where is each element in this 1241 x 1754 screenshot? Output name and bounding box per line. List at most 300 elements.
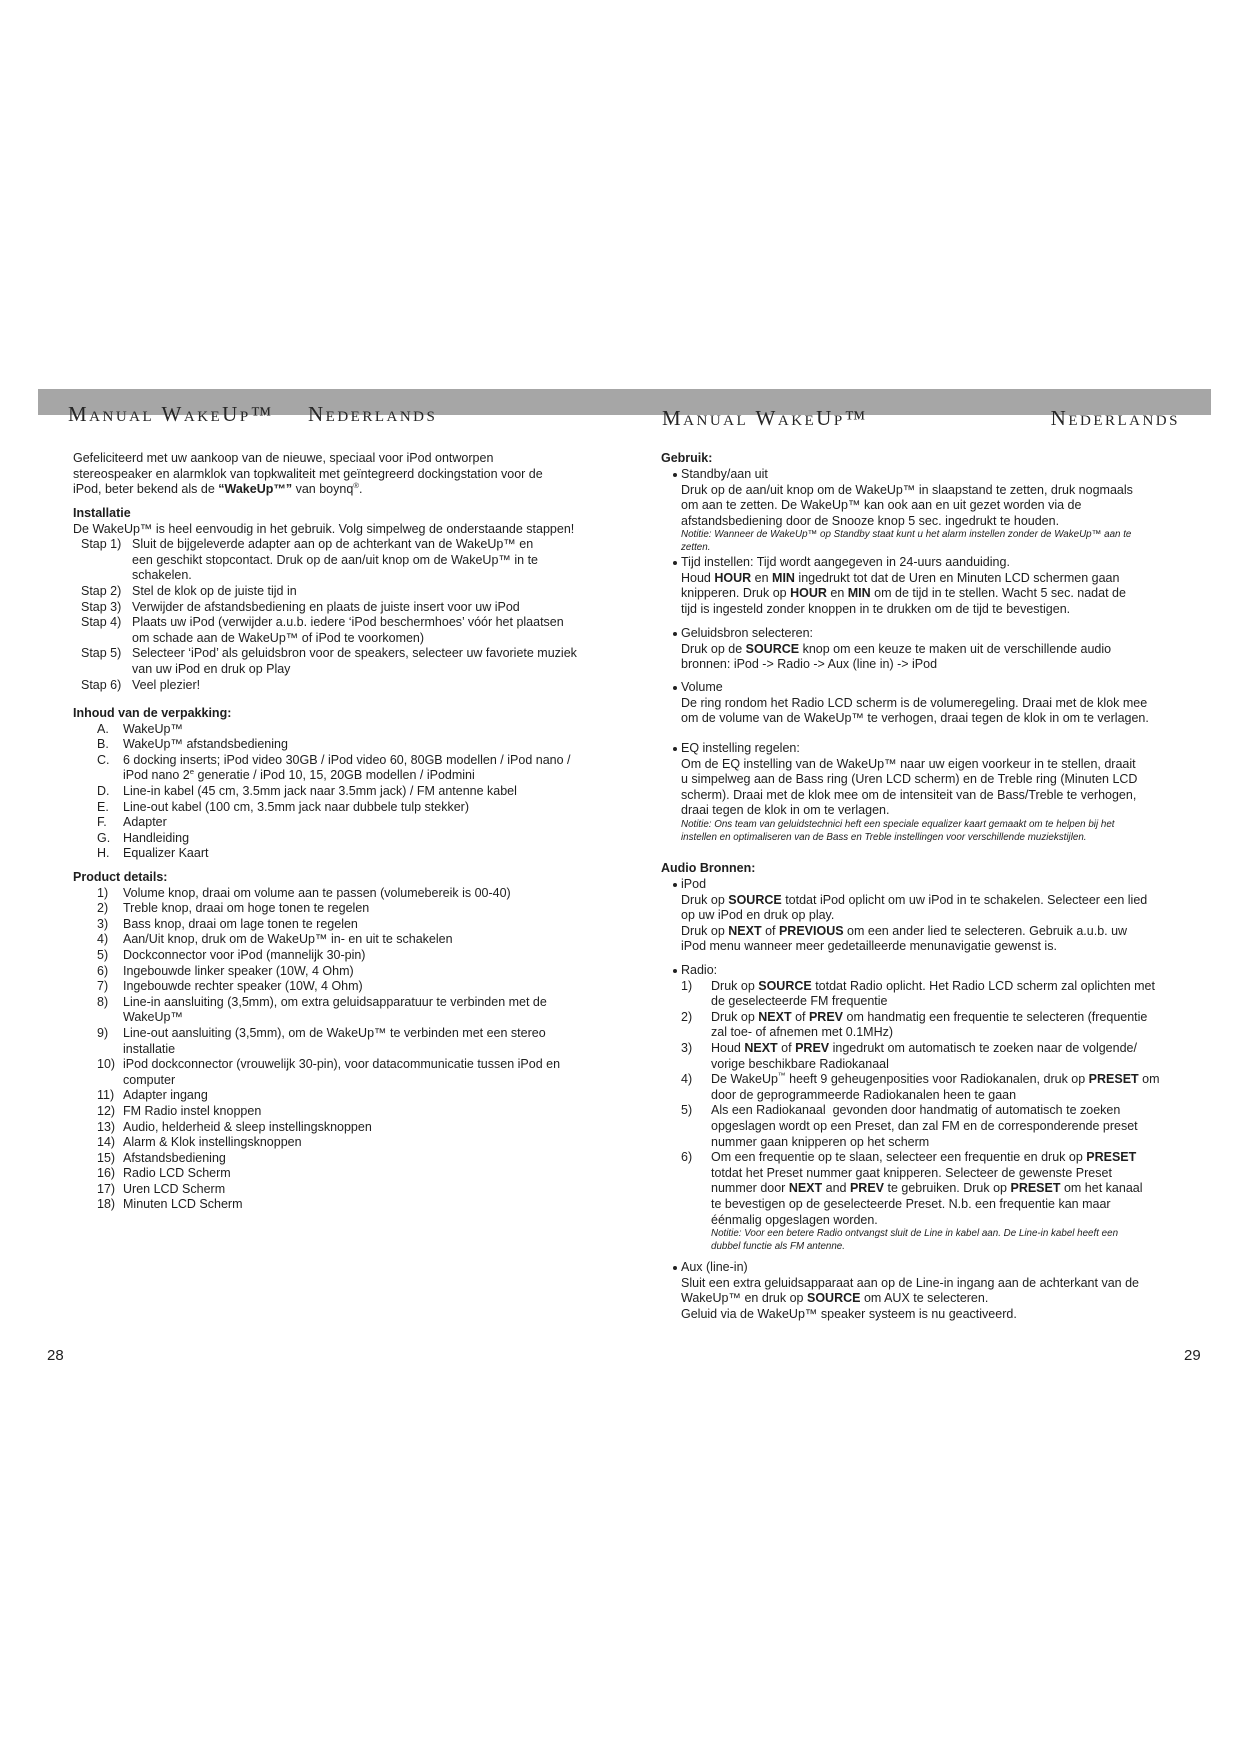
bullet-icon: [673, 969, 677, 973]
product-detail-label: 1): [97, 885, 109, 900]
package-item: [73, 753, 571, 784]
install-step: [73, 615, 577, 646]
bullet-tijd-instellen: [681, 555, 1201, 617]
radio-step-text: [681, 1150, 1201, 1228]
install-step-text: [73, 678, 577, 694]
text-run: om: [1138, 1072, 1160, 1087]
product-detail-text: [73, 1104, 560, 1120]
install-step: [73, 600, 577, 616]
text-line: [711, 1025, 1201, 1041]
text-run: Aux (line-in): [681, 1260, 748, 1274]
package-item: [73, 815, 571, 831]
bullet-body: [681, 571, 1201, 618]
package-item-label: H.: [97, 846, 110, 861]
bold-text: “WakeUp™”: [218, 482, 293, 497]
text-run: zal toe- of afnemen met 0.1MHz): [711, 1025, 894, 1040]
text-line: [681, 483, 1201, 499]
text-line: [711, 1240, 1201, 1253]
text-run: Gefeliciteerd met uw aankoop van de nieuwe, speciaal voor iPod ontworpen: [73, 451, 494, 465]
text-run: Selecteer ‘iPod’ als geluidsbron voor de speakers, selecteer uw favoriete muziek: [132, 646, 577, 661]
product-detail-label: 16): [97, 1166, 116, 1181]
text-run: Line-out kabel (100 cm, 3.5mm jack naar dubbele tulp stekker): [123, 799, 470, 814]
product-detail-label: 6): [97, 963, 109, 978]
text-run: Druk op: [681, 923, 729, 938]
install-step: [73, 646, 577, 677]
text-run: Ingebouwde linker speaker (10W, 4 Ohm): [123, 963, 354, 978]
package-item-label: C.: [97, 752, 110, 767]
bullet-aux: [681, 1260, 1201, 1322]
product-detail-label: 17): [97, 1181, 116, 1196]
text-run: Radio:: [681, 963, 718, 977]
text-run: éénmalig opgeslagen worden.: [711, 1212, 878, 1227]
product-detail-label: 8): [97, 994, 109, 1009]
text-line: [711, 1057, 1201, 1073]
product-detail: [73, 932, 560, 948]
text-line: [123, 964, 560, 980]
text-line: [711, 979, 1201, 995]
text-line: [681, 1276, 1201, 1292]
install-step-label: Stap 2): [81, 583, 122, 598]
radio-step: [681, 1072, 1201, 1103]
text-run: Afstandsbediening: [123, 1150, 226, 1165]
text-line: [123, 948, 560, 964]
text-run: tijd is ingesteld zonder knoppen in te drukken om de tijd te bevestigen.: [681, 601, 1071, 616]
text-run: om AUX te selecteren.: [860, 1291, 989, 1306]
bold-text: NEXT: [744, 1040, 778, 1055]
text-line: [681, 893, 1201, 909]
text-line: [681, 939, 1201, 955]
text-line: [681, 602, 1201, 618]
bullet-title: [681, 555, 1201, 571]
text-line: [123, 800, 571, 816]
text-line: [132, 662, 577, 678]
text-line: [711, 1119, 1201, 1135]
product-detail: [73, 901, 560, 917]
bold-text: PRESET: [1088, 1072, 1139, 1087]
product-details-heading: Product details:: [73, 870, 168, 884]
text-run: draai tegen de klok in om te verlagen.: [681, 803, 890, 818]
product-detail-label: 3): [97, 916, 109, 931]
text-line: [711, 1213, 1201, 1229]
package-item: [73, 846, 571, 862]
package-item: [73, 737, 571, 753]
radio-step: [681, 1103, 1201, 1150]
text-run: om handmatig een frequentie te selecteren (frequentie: [843, 1009, 1148, 1024]
text-run: Druk op de: [681, 641, 746, 656]
product-detail: [73, 1057, 560, 1088]
text-line: [711, 1181, 1201, 1197]
product-details-list: [73, 886, 560, 1213]
text-run: nummer door: [711, 1181, 789, 1196]
product-detail-label: 18): [97, 1197, 116, 1212]
radio-step-label: 3): [681, 1040, 693, 1055]
installatie-section: [73, 506, 577, 693]
package-item-label: G.: [97, 830, 111, 845]
text-line: [681, 696, 1201, 712]
text-run: computer: [123, 1072, 176, 1087]
text-run: of: [777, 1040, 796, 1055]
package-item-label: D.: [97, 783, 110, 798]
text-line: [123, 1088, 560, 1104]
text-run: stereospeaker en alarmklok van topkwaliteit met geïntegreerd dockingstation voor de: [73, 466, 543, 481]
text-line: [123, 815, 571, 831]
text-line: [681, 908, 1201, 924]
text-line: [681, 818, 1201, 831]
text-run: bronnen: iPod -> Radio -> Aux (line in) -> iPod: [681, 657, 938, 672]
text-run: om de volume van de WakeUp™ te verhogen, draai tegen de klok in om te verlagen.: [681, 711, 1149, 726]
product-detail-text: [73, 1088, 560, 1104]
text-line: [681, 1291, 1201, 1307]
bullet-title: [681, 877, 1201, 893]
radio-note: [681, 1227, 1201, 1253]
text-run: Verwijder de afstandsbediening en plaats de juiste insert voor uw iPod: [132, 599, 520, 614]
text-line: [123, 1026, 560, 1042]
package-item-text: [73, 737, 571, 753]
radio-step-label: 1): [681, 978, 693, 993]
text-run: EQ instelling regelen:: [681, 741, 800, 755]
bullet-icon: [673, 883, 677, 887]
text-run: Audio, helderheid & sleep instellingsknoppen: [123, 1119, 372, 1134]
text-run: of: [791, 1009, 809, 1024]
text-run: Plaats uw iPod (verwijder a.u.b. iedere ‘iPod beschermhoes’ vóór het plaatsen: [132, 615, 564, 630]
product-detail: [73, 1197, 560, 1213]
text-run: Alarm & Klok instellingsknoppen: [123, 1135, 302, 1150]
text-run: FM Radio instel knoppen: [123, 1103, 262, 1118]
text-run: Uren LCD Scherm: [123, 1181, 226, 1196]
product-detail-text: [73, 917, 560, 933]
text-run: totdat het Preset nummer gaat knipperen. Selecteer de gewenste Preset: [711, 1165, 1112, 1180]
product-detail-text: [73, 901, 560, 917]
product-detail: [73, 1104, 560, 1120]
product-detail-label: 7): [97, 979, 109, 994]
text-run: Dockconnector voor iPod (mannelijk 30-pin): [123, 947, 366, 962]
standby-note: [681, 528, 1201, 554]
bold-text: PREV: [808, 1009, 844, 1024]
text-run: Stel de klok op de juiste tijd in: [132, 583, 297, 598]
package-item-text: [73, 831, 571, 847]
install-step-label: Stap 5): [81, 646, 122, 661]
text-line: [123, 831, 571, 847]
text-line: [681, 586, 1201, 602]
radio-steps: [681, 979, 1201, 1229]
product-detail-text: [73, 1026, 560, 1057]
text-run: iPod dockconnector (vrouwelijk 30-pin), voor datacommunicatie tussen iPod en: [123, 1057, 561, 1072]
text-run: .: [359, 482, 363, 497]
text-run: and: [822, 1181, 850, 1196]
product-detail-label: 14): [97, 1135, 116, 1150]
radio-step-text: [681, 979, 1201, 1010]
package-item: [73, 831, 571, 847]
text-line: [123, 753, 571, 769]
installatie-intro: [73, 522, 577, 538]
install-step-text: [73, 615, 577, 646]
inhoud-heading: Inhoud van de verpakking:: [73, 706, 232, 720]
text-run: iPod, beter bekend als de: [73, 482, 219, 497]
bullet-title: [681, 741, 1201, 757]
install-step-label: Stap 3): [81, 599, 122, 614]
text-run: afstandsbediening door de Snooze knop 5 sec. ingedrukt te houden.: [681, 513, 1060, 528]
install-step-label: Stap 6): [81, 677, 122, 692]
bullet-body: [681, 757, 1201, 819]
text-run: iPod: [681, 877, 707, 891]
text-line: [123, 886, 560, 902]
text-line: [123, 1166, 560, 1182]
text-run: Adapter ingang: [123, 1088, 208, 1103]
text-run: Geluid via de WakeUp™ speaker systeem is nu geactiveerd.: [681, 1306, 1017, 1321]
bullet-body: [681, 1276, 1201, 1323]
bullet-icon: [673, 561, 677, 565]
text-line: [681, 711, 1201, 727]
install-step: [73, 678, 577, 694]
package-item-text: [73, 815, 571, 831]
text-run: Volume knop, draai om volume aan te passen (volumebereik is 00-40): [123, 885, 511, 900]
bullet-icon: [673, 686, 677, 690]
bullet-body: [681, 696, 1201, 727]
bullet-title: [681, 963, 1201, 979]
text-run: een geschikt stopcontact. Druk op de aan/uit knop om de WakeUp™ in te: [132, 552, 539, 567]
text-line: [681, 498, 1201, 514]
text-line: [681, 657, 1201, 673]
superscript-text: e: [189, 767, 195, 777]
text-line: [123, 1010, 560, 1026]
text-line: [123, 784, 571, 800]
text-run: totdat iPod oplicht om uw iPod in te schakelen. Selecteer een lied: [781, 892, 1148, 907]
text-line: [132, 631, 577, 647]
product-detail: [73, 979, 560, 995]
text-run: WakeUp™ afstandsbediening: [123, 737, 288, 752]
text-run: de geselecteerde FM frequentie: [711, 994, 888, 1009]
install-step-text: [73, 600, 577, 616]
product-detail: [73, 964, 560, 980]
product-detail-label: 9): [97, 1025, 109, 1040]
text-run: installatie: [123, 1041, 176, 1056]
text-run: om het kanaal: [1060, 1181, 1143, 1196]
bullet-icon: [673, 473, 677, 477]
text-run: heeft 9 geheugenposities voor Radiokanalen, druk op: [785, 1072, 1089, 1087]
superscript-text: ®: [353, 481, 359, 491]
package-item-label: A.: [97, 721, 109, 736]
product-detail: [73, 1135, 560, 1151]
product-detail: [73, 995, 560, 1026]
page-number-right: 29: [1184, 1347, 1201, 1364]
text-run: Notitie: Voor een betere Radio ontvangst sluit de Line in kabel aan. De Line-in kabel heeft een: [711, 1228, 1119, 1240]
text-line: [132, 646, 577, 662]
bold-text: PREV: [849, 1181, 885, 1196]
text-run: Treble knop, draai om hoge tonen te regelen: [123, 901, 370, 916]
radio-step: [681, 1010, 1201, 1041]
radio-step: [681, 1041, 1201, 1072]
product-detail-text: [73, 886, 560, 902]
bold-text: PREVIOUS: [778, 923, 844, 938]
text-line: [711, 994, 1201, 1010]
text-line: [132, 615, 577, 631]
package-item-text: [73, 846, 571, 862]
text-run: Volume: [681, 680, 723, 694]
text-run: door de geprogrammeerde Radiokanalen heen te gaan: [711, 1087, 1017, 1102]
text-run: Druk op de aan/uit knop om de WakeUp™ in slaapstand te zetten, druk nogmaals: [681, 482, 1133, 497]
package-item-text: [73, 722, 571, 738]
text-run: iPod menu wanneer meer gedetailleerde menunavigatie gewenst is.: [681, 939, 1057, 954]
bullet-ipod: [681, 877, 1201, 955]
radio-step: [681, 979, 1201, 1010]
text-line: [123, 995, 560, 1011]
text-run: Equalizer Kaart: [123, 846, 209, 861]
text-run: Sluit de bijgeleverde adapter aan op de achterkant van de WakeUp™ en: [132, 537, 534, 552]
text-run: WakeUp™: [123, 1010, 183, 1025]
text-run: Als een Radiokanaal gevonden door handmatig of automatisch te zoeken: [711, 1103, 1121, 1118]
text-run: ingedrukt om automatisch te zoeken naar de volgende/: [829, 1040, 1137, 1055]
product-detail-text: [73, 979, 560, 995]
audio-bronnen-heading: Audio Bronnen:: [661, 861, 756, 875]
text-line: [711, 1166, 1201, 1182]
text-line: [711, 1150, 1201, 1166]
text-line: [73, 467, 543, 483]
text-run: Line-in kabel (45 cm, 3.5mm jack naar 3.5mm jack) / FM antenne kabel: [123, 783, 517, 798]
bullet-title: [681, 680, 1201, 696]
text-line: [711, 1227, 1201, 1240]
product-detail-label: 15): [97, 1150, 116, 1165]
text-run: Ingebouwde rechter speaker (10W, 4 Ohm): [123, 979, 363, 994]
text-line: [681, 772, 1201, 788]
bold-text: SOURCE: [758, 978, 812, 993]
radio-step-text: [681, 1072, 1201, 1103]
bold-text: MIN: [772, 570, 795, 585]
left-header-language: Nederlands: [308, 402, 438, 426]
text-line: [681, 642, 1201, 658]
text-line: [711, 1010, 1201, 1026]
text-run: op uw iPod en druk op play.: [681, 908, 835, 923]
text-run: Houd: [681, 570, 715, 585]
text-run: instellen en optimaliseren van de Bass en Treble instellingen voor verschillende muziekstijlen.: [681, 831, 1087, 843]
text-run: van uw iPod en druk op Play: [132, 661, 291, 676]
text-run: opgeslagen wordt op een Preset, dan zal FM en de corresponderende preset: [711, 1118, 1138, 1133]
bullet-title: [681, 1260, 1201, 1276]
install-step-text: [73, 537, 577, 584]
install-step: [73, 584, 577, 600]
text-run: knop om een keuze te maken uit de verschillende audio: [799, 641, 1112, 656]
text-run: De WakeUp: [711, 1072, 778, 1087]
text-run: totdat Radio oplicht. Het Radio LCD scherm zal oplichten met: [811, 978, 1155, 993]
text-run: dubbel functie als FM antenne.: [711, 1241, 845, 1253]
product-detail: [73, 1026, 560, 1057]
radio-step: [681, 1150, 1201, 1228]
eq-note: [681, 818, 1201, 844]
radio-step-label: 2): [681, 1009, 693, 1024]
text-run: scherm). Draai met de klok mee om de intensiteit van de Bass/Treble te verhogen,: [681, 787, 1137, 802]
product-detail-text: [73, 1197, 560, 1213]
text-run: vorige beschikbare Radiokanaal: [711, 1056, 889, 1071]
text-line: [711, 1088, 1201, 1104]
product-detail-label: 2): [97, 901, 109, 916]
product-detail-text: [73, 1120, 560, 1136]
text-line: [123, 917, 560, 933]
text-line: [123, 1104, 560, 1120]
text-run: De WakeUp™ is heel eenvoudig in het gebruik. Volg simpelweg de onderstaande stappen!: [73, 521, 575, 536]
product-detail-text: [73, 1057, 560, 1088]
text-run: Standby/aan uit: [681, 467, 768, 481]
left-header-title: Manual WakeUp™: [68, 402, 274, 426]
bold-text: PRESET: [1086, 1150, 1137, 1165]
radio-step-label: 4): [681, 1072, 693, 1087]
text-run: om aan te zetten. De WakeUp™ kan ook aan en uit gezet worden via de: [681, 498, 1082, 513]
text-line: [711, 1072, 1201, 1088]
text-line: [73, 451, 543, 467]
text-run: Geluidsbron selecteren:: [681, 626, 814, 640]
package-item-label: E.: [97, 799, 109, 814]
text-line: [681, 571, 1201, 587]
product-detail-label: 4): [97, 932, 109, 947]
product-detail-label: 11): [97, 1088, 115, 1103]
bold-text: NEXT: [758, 1009, 792, 1024]
bullet-body: [681, 893, 1201, 955]
text-line: [123, 932, 560, 948]
text-run: en: [751, 570, 773, 585]
package-item-text: [73, 800, 571, 816]
bullet-body: [681, 642, 1201, 673]
text-run: te gebruiken. Druk op: [884, 1181, 1011, 1196]
text-run: Line-in aansluiting (3,5mm), om extra geluidsapparatuur te verbinden met de: [123, 994, 547, 1009]
bullet-title: [681, 626, 1201, 642]
bold-text: SOURCE: [806, 1291, 861, 1306]
text-run: generatie / iPod 10, 15, 20GB modellen / iPodmini: [194, 768, 475, 783]
package-item-text: [73, 784, 571, 800]
text-line: [711, 1041, 1201, 1057]
text-run: 6 docking inserts; iPod video 30GB / iPod video 60, 80GB modellen / iPod nano /: [123, 752, 571, 767]
text-line: [123, 737, 571, 753]
text-run: Druk op: [681, 892, 729, 907]
text-run: Bass knop, draai om lage tonen te regelen: [123, 916, 358, 931]
text-run: van boynq: [292, 482, 354, 497]
package-item-label: F.: [97, 815, 107, 830]
bold-text: PRESET: [1010, 1181, 1061, 1196]
product-detail: [73, 1151, 560, 1167]
text-line: [681, 541, 1201, 554]
bullet-icon: [673, 747, 677, 751]
text-run: Druk op: [711, 978, 759, 993]
text-run: om schade aan de WakeUp™ of iPod te voorkomen): [132, 630, 425, 645]
text-run: Adapter: [123, 815, 167, 830]
text-run: Notitie: Ons team van geluidstechnici heft een speciale equalizer kaart gemaakt om te helpen bij het: [681, 818, 1115, 830]
product-detail: [73, 1166, 560, 1182]
text-line: [123, 1057, 560, 1073]
text-line: [73, 482, 543, 498]
text-run: u simpelweg aan de Bass ring (Uren LCD scherm) en de Treble ring (Minuten LCD: [681, 772, 1138, 787]
page-number-left: 28: [47, 1347, 64, 1364]
text-run: Minuten LCD Scherm: [123, 1197, 243, 1212]
bold-text: HOUR: [790, 586, 827, 601]
package-item-text: [73, 753, 571, 784]
text-run: om de tijd in te stellen. Wacht 5 sec. nadat de: [870, 586, 1126, 601]
installatie-heading: Installatie: [73, 506, 131, 520]
bullet-volume: [681, 680, 1201, 727]
text-run: te bevestigen op de geselecteerde Preset. N.b. een frequentie kan maar: [711, 1196, 1111, 1211]
package-item: [73, 784, 571, 800]
text-line: [123, 1151, 560, 1167]
bullet-radio: [681, 963, 1201, 1253]
product-details-section: [73, 870, 560, 1213]
product-detail-text: [73, 948, 560, 964]
radio-step-text: [681, 1010, 1201, 1041]
package-item: [73, 800, 571, 816]
install-step-label: Stap 4): [81, 615, 122, 630]
text-line: [132, 537, 577, 553]
bold-text: SOURCE: [745, 641, 800, 656]
bold-text: SOURCE: [728, 892, 782, 907]
product-detail: [73, 1088, 560, 1104]
text-run: WakeUp™: [123, 721, 183, 736]
text-run: nummer gaan knipperen op het scherm: [711, 1134, 930, 1149]
bullet-title: [681, 467, 1201, 483]
